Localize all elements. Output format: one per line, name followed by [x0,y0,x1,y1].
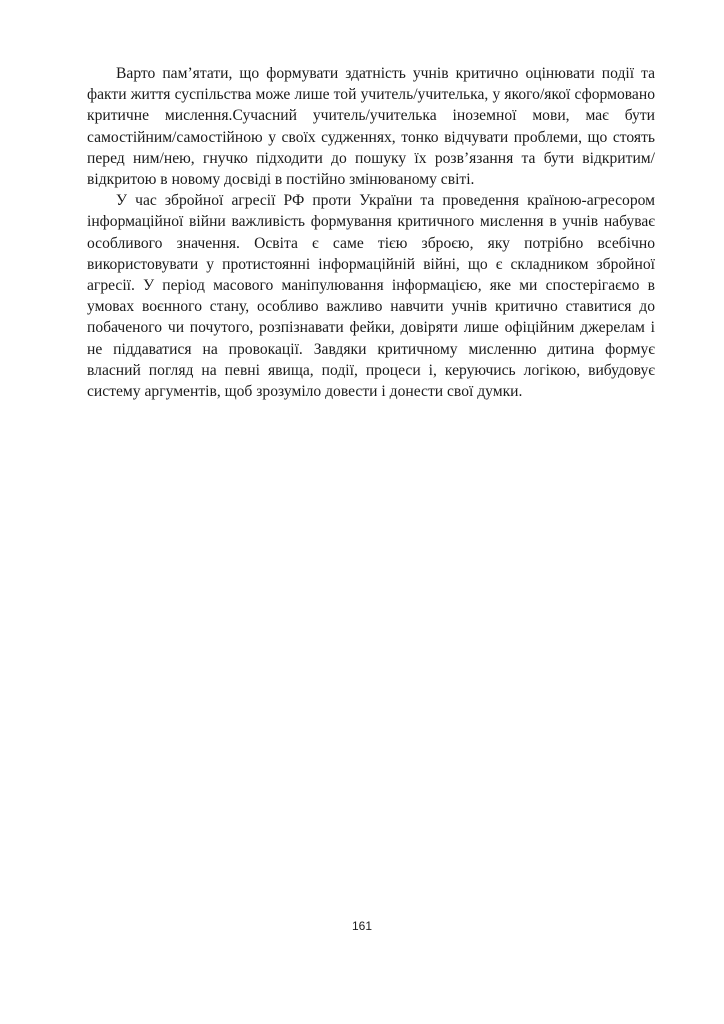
body-text [87,63,655,402]
paragraph-1: Варто пам’ятати, що формувати здатність учнів критично оцінювати події та факти життя суспільства може лише той учитель/учителька, у якого/якої сформовано критичне мислення.Сучасний учитель/учителька іноземної мови, має бути самостійним/самостійною у своїх судженнях, тонко відчувати проблеми, що стоять перед ним/нею, гнучко підходити до пошуку їх розв’язання та бути відкритим/відкритою в новому досвіді в постійно змінюваному світі. [87,65,655,189]
paragraph-2: У час збройної агресії РФ проти України та проведення країною-агресором інформаційної війни важливість формування критичного мислення в учнів набуває особливого значення. Освіта є саме тією зброєю, яку потрібно всебічно використовувати у протистоянні інформаційній війні, що є складником збройної агресії. У період масового маніпулювання інформацією, яке ми спостерігаємо в умовах воєнного стану, особливо важливо навчити учнів критично ставитися до побаченого чи почутого, розпізнавати фейки, довіряти лише офіційним джерелам і не піддаватися на провокації. Завдяки критичному мисленню дитина формує власний погляд на певні явища, події, процеси і, керуючись логікою, вибудовує систему аргументів, щоб зрозуміло довести і донести свої думки. [87,192,655,401]
page-number: 161 [351,919,373,933]
